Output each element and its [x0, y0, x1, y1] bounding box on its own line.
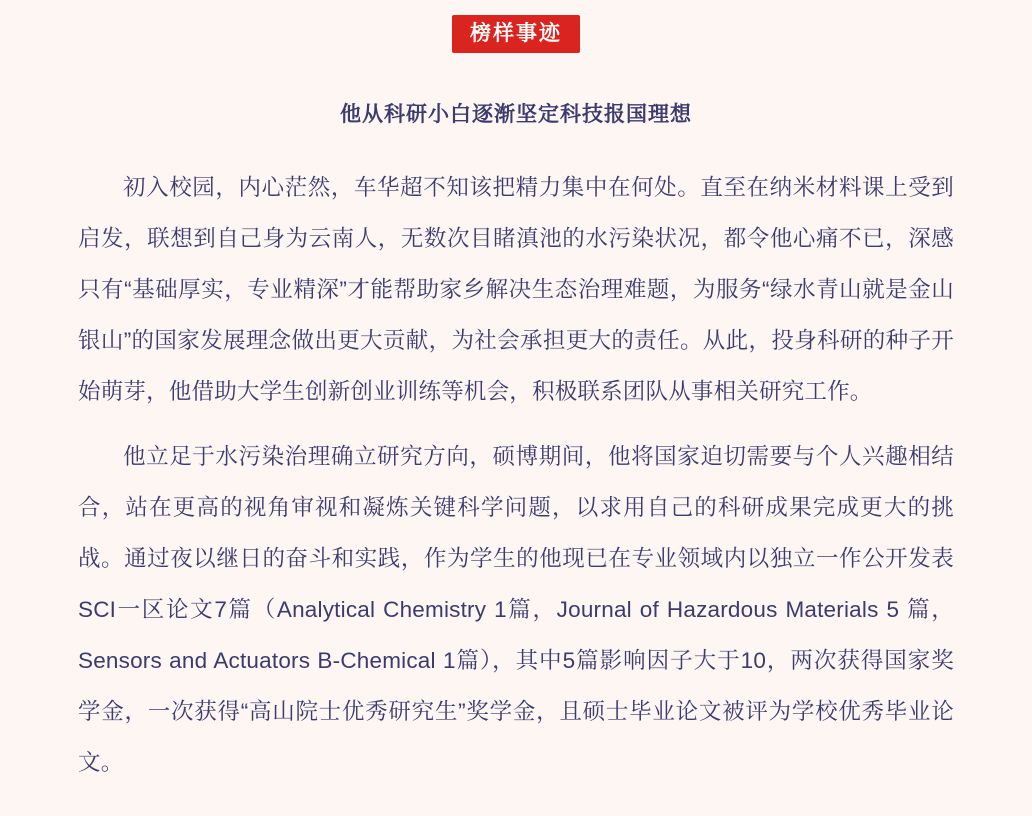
article-body — [78, 162, 954, 788]
page-title: 他从科研小白逐渐坚定科技报国理想 — [340, 103, 692, 126]
paragraph-2: 他立足于水污染治理确立研究方向，硕博期间，他将国家迫切需要与个人兴趣相结合，站在更高的视角审视和凝炼关键科学问题，以求用自己的科研成果完成更大的挑战。通过夜以继日的奋斗和实践，作为学生的他现已在专业领域内以独立一作公开发表SCI一区论文7篇（Analytical Chemistry 1篇，Journal of Hazardous Materials 5 篇，Sensors and Actuators B-Chemical 1篇），其中5篇影响因子大于10，两次获得国家奖学金，一次获得“高山院士优秀研究生”奖学金，且硕士毕业论文被评为学校优秀毕业论文。 — [78, 444, 954, 775]
badge-row — [78, 0, 954, 53]
paragraph-1: 初入校园，内心茫然，车华超不知该把精力集中在何处。直至在纳米材料课上受到启发，联想到自己身为云南人，无数次目睹滇池的水污染状况，都令他心痛不已，深感只有“基础厚实，专业精深”才能帮助家乡解决生态治理难题，为服务“绿水青山就是金山银山”的国家发展理念做出更大贡献，为社会承担更大的责任。从此，投身科研的种子开始萌芽，他借助大学生创新创业训练等机会，积极联系团队从事相关研究工作。 — [78, 175, 954, 404]
section-badge: 榜样事迹 — [452, 15, 580, 53]
